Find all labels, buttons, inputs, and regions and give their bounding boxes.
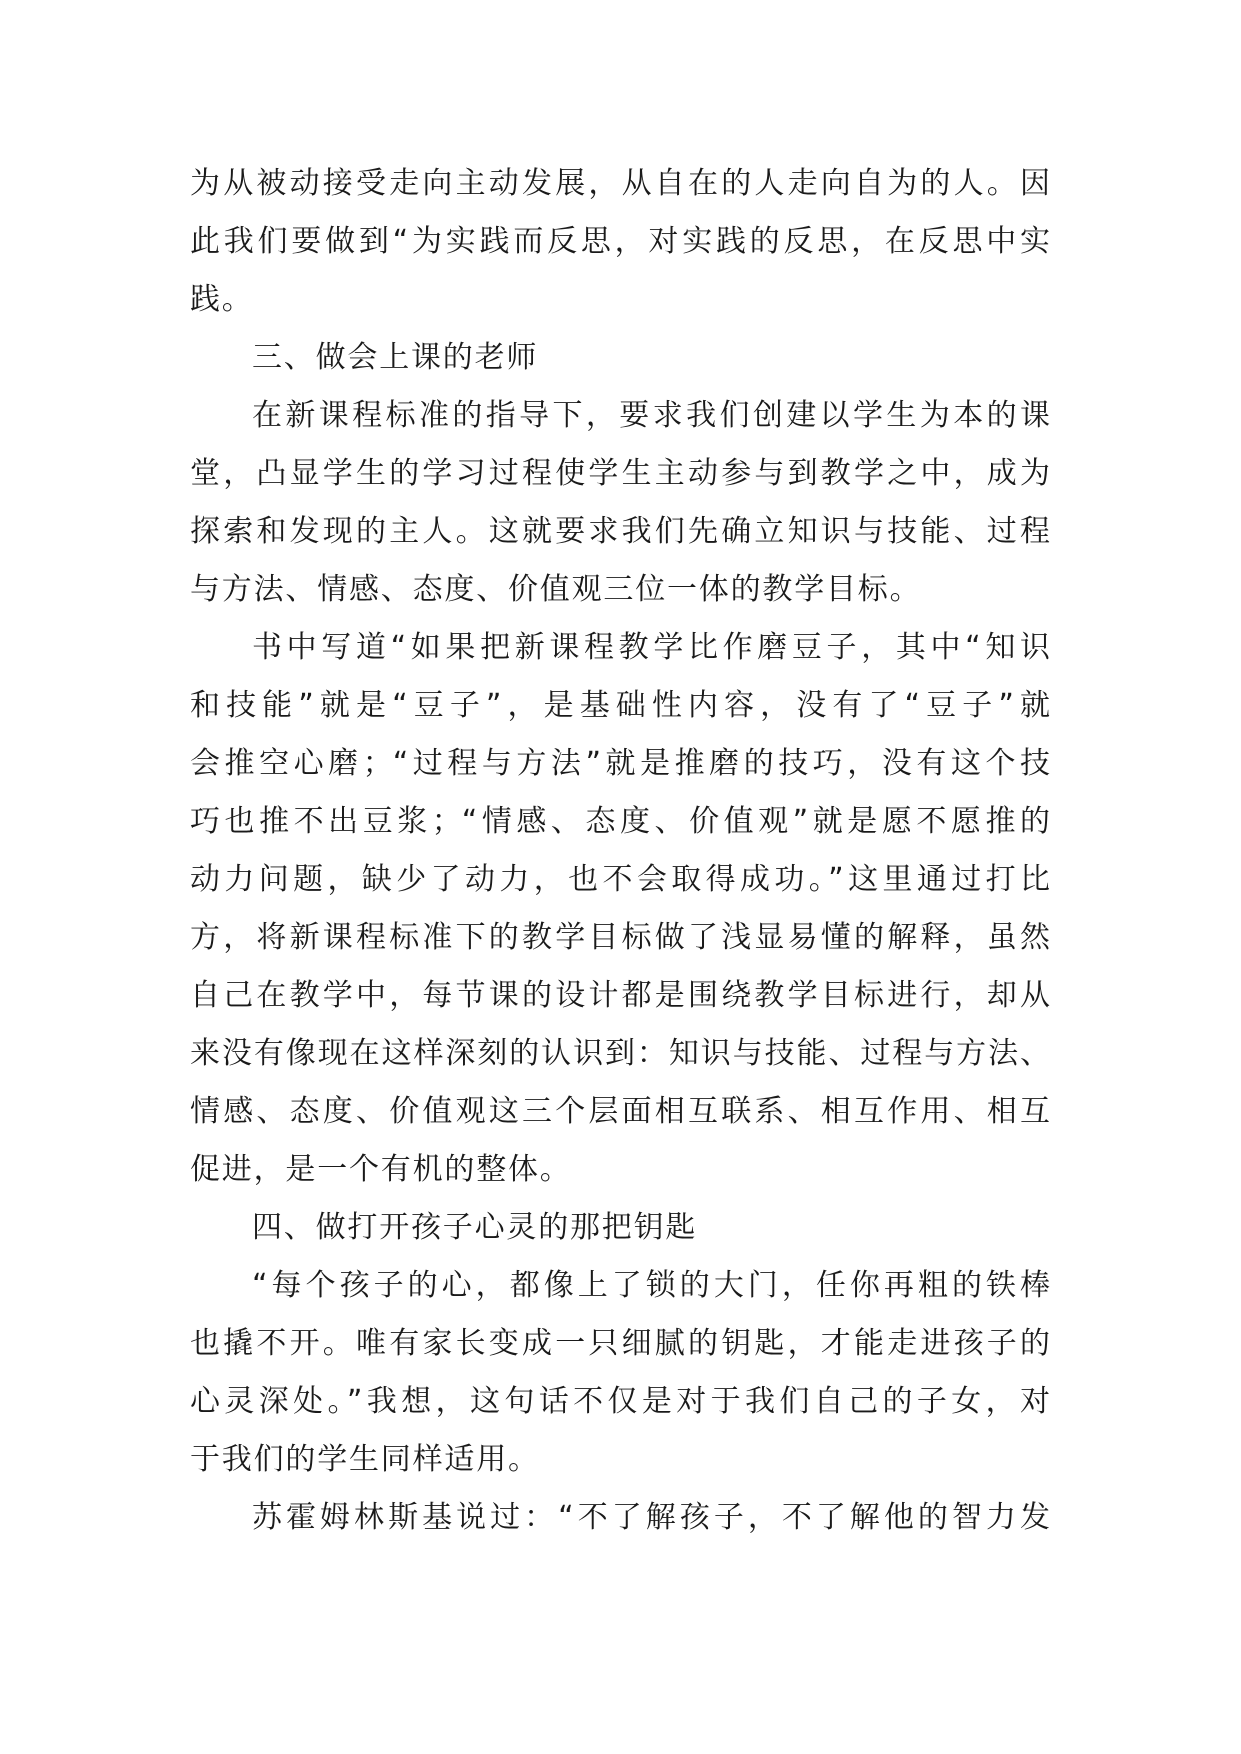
text-line: 为从被动接受走向主动发展，从自在的人走向自为的人。因 [190,166,1050,201]
text-line: 巧也推不出豆浆；“情感、态度、价值观”就是愿不愿推的 [190,804,1050,839]
text-line: 也撬不开。唯有家长变成一只细腻的钥匙，才能走进孩子的 [190,1326,1050,1361]
text-line: 动力问题，缺少了动力，也不会取得成功。”这里通过打比 [190,862,1050,897]
text-line: 会推空心磨；“过程与方法”就是推磨的技巧，没有这个技 [190,746,1050,781]
text-line: 在新课程标准的指导下，要求我们创建以学生为本的课 [252,398,1050,433]
text-line: 苏霍姆林斯基说过：“不了解孩子，不了解他的智力发 [252,1500,1050,1535]
text-line: 践。 [190,282,254,317]
text-line: 自己在教学中，每节课的设计都是围绕教学目标进行，却从 [190,978,1050,1013]
section-heading: 三、做会上课的老师 [252,340,539,375]
text-line: 和技能”就是“豆子”，是基础性内容，没有了“豆子”就 [190,688,1050,723]
text-line: 探索和发现的主人。这就要求我们先确立知识与技能、过程 [190,514,1050,549]
text-line: 与方法、情感、态度、价值观三位一体的教学目标。 [190,572,922,607]
text-line: 此我们要做到“为实践而反思，对实践的反思，在反思中实 [190,224,1050,259]
section-heading: 四、做打开孩子心灵的那把钥匙 [252,1210,698,1245]
text-line: 方，将新课程标准下的教学目标做了浅显易懂的解释，虽然 [190,920,1050,955]
text-line: 心灵深处。”我想，这句话不仅是对于我们自己的子女，对 [190,1384,1050,1419]
text-line: 来没有像现在这样深刻的认识到：知识与技能、过程与方法、 [190,1036,1050,1071]
text-line: “每个孩子的心，都像上了锁的大门，任你再粗的铁棒 [252,1268,1050,1303]
text-line: 书中写道“如果把新课程教学比作磨豆子，其中“知识 [252,630,1050,665]
text-line: 促进，是一个有机的整体。 [190,1152,572,1187]
text-line: 堂，凸显学生的学习过程使学生主动参与到教学之中，成为 [190,456,1050,491]
text-line: 情感、态度、价值观这三个层面相互联系、相互作用、相互 [190,1094,1050,1129]
text-line: 于我们的学生同样适用。 [190,1442,540,1477]
